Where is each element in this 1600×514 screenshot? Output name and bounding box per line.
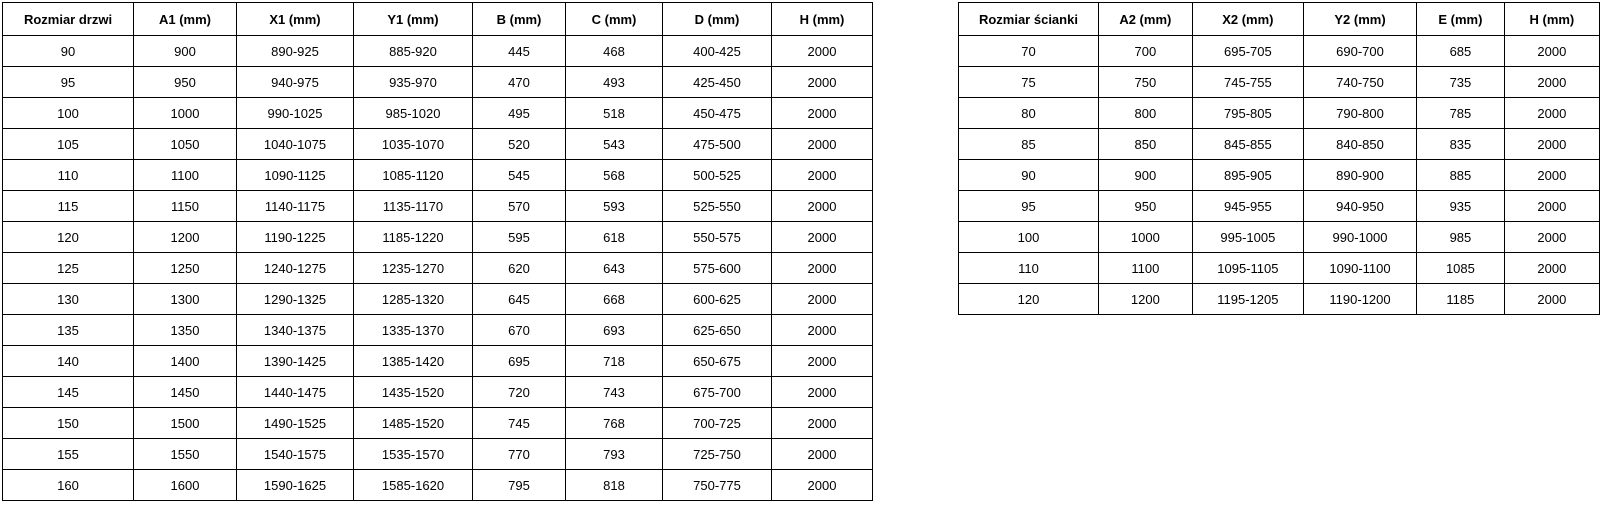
table-cell: 675-700	[663, 377, 772, 408]
doors-dimensions-table	[2, 2, 873, 501]
table-cell: 145	[3, 377, 134, 408]
table-cell: 545	[473, 160, 566, 191]
table-cell: 1440-1475	[237, 377, 354, 408]
table-row	[959, 67, 1600, 98]
table-cell: 90	[3, 36, 134, 67]
table-cell: 1140-1175	[237, 191, 354, 222]
table-cell: 2000	[772, 408, 873, 439]
table-cell: 155	[3, 439, 134, 470]
column-header-d3: Y1 (mm)	[354, 3, 473, 36]
table-cell: 120	[3, 222, 134, 253]
table-cell: 1285-1320	[354, 284, 473, 315]
table-cell: 1085-1120	[354, 160, 473, 191]
table-cell: 2000	[772, 439, 873, 470]
table-cell: 885-920	[354, 36, 473, 67]
table-cell: 470	[473, 67, 566, 98]
table-cell: 1585-1620	[354, 470, 473, 501]
table-cell: 1095-1105	[1192, 253, 1303, 284]
table-cell: 1550	[134, 439, 237, 470]
table-cell: 2000	[772, 129, 873, 160]
table-row	[3, 284, 873, 315]
table-row	[959, 36, 1600, 67]
table-cell: 693	[566, 315, 663, 346]
table-cell: 690-700	[1303, 36, 1416, 67]
table-cell: 595	[473, 222, 566, 253]
table-cell: 475-500	[663, 129, 772, 160]
table-cell: 550-575	[663, 222, 772, 253]
table-cell: 1485-1520	[354, 408, 473, 439]
table-cell: 130	[3, 284, 134, 315]
table-cell: 770	[473, 439, 566, 470]
table-row	[959, 222, 1600, 253]
table-cell: 1195-1205	[1192, 284, 1303, 315]
table-cell: 1450	[134, 377, 237, 408]
table-cell: 695-705	[1192, 36, 1303, 67]
table-cell: 75	[959, 67, 1099, 98]
table-cell: 115	[3, 191, 134, 222]
table-row	[3, 315, 873, 346]
table-row	[3, 222, 873, 253]
table-cell: 1600	[134, 470, 237, 501]
table-cell: 1535-1570	[354, 439, 473, 470]
table-cell: 740-750	[1303, 67, 1416, 98]
table-cell: 745	[473, 408, 566, 439]
column-header-w2: X2 (mm)	[1192, 3, 1303, 36]
walls-dimensions-table-container	[958, 2, 1600, 315]
table-cell: 745-755	[1192, 67, 1303, 98]
table-cell: 2000	[772, 470, 873, 501]
table-cell: 2000	[772, 222, 873, 253]
table-header-row	[959, 3, 1600, 36]
table-cell: 890-900	[1303, 160, 1416, 191]
table-cell: 95	[959, 191, 1099, 222]
table-cell: 468	[566, 36, 663, 67]
table-cell: 850	[1098, 129, 1192, 160]
table-cell: 2000	[1504, 160, 1599, 191]
table-cell: 668	[566, 284, 663, 315]
table-row	[3, 36, 873, 67]
table-row	[3, 160, 873, 191]
column-header-d4: B (mm)	[473, 3, 566, 36]
table-cell: 2000	[772, 253, 873, 284]
table-cell: 125	[3, 253, 134, 284]
table-row	[959, 98, 1600, 129]
table-row	[3, 191, 873, 222]
table-cell: 895-905	[1192, 160, 1303, 191]
table-cell: 1000	[134, 98, 237, 129]
table-cell: 1300	[134, 284, 237, 315]
table-cell: 520	[473, 129, 566, 160]
table-cell: 985	[1417, 222, 1505, 253]
table-row	[3, 67, 873, 98]
table-cell: 885	[1417, 160, 1505, 191]
walls-table-body	[959, 36, 1600, 315]
table-cell: 685	[1417, 36, 1505, 67]
table-cell: 940-950	[1303, 191, 1416, 222]
table-cell: 110	[3, 160, 134, 191]
table-cell: 818	[566, 470, 663, 501]
table-cell: 1085	[1417, 253, 1505, 284]
table-cell: 2000	[1504, 191, 1599, 222]
table-cell: 900	[134, 36, 237, 67]
table-row	[3, 470, 873, 501]
table-cell: 2000	[772, 191, 873, 222]
table-cell: 945-955	[1192, 191, 1303, 222]
column-header-w4: E (mm)	[1417, 3, 1505, 36]
table-cell: 425-450	[663, 67, 772, 98]
table-cell: 2000	[772, 98, 873, 129]
table-cell: 2000	[772, 160, 873, 191]
table-cell: 735	[1417, 67, 1505, 98]
table-cell: 135	[3, 315, 134, 346]
table-cell: 725-750	[663, 439, 772, 470]
table-cell: 140	[3, 346, 134, 377]
table-cell: 940-975	[237, 67, 354, 98]
table-cell: 743	[566, 377, 663, 408]
table-cell: 1290-1325	[237, 284, 354, 315]
table-cell: 750	[1098, 67, 1192, 98]
doors-dimensions-table-container	[2, 2, 873, 501]
table-cell: 900	[1098, 160, 1192, 191]
table-row	[959, 129, 1600, 160]
table-row	[959, 160, 1600, 191]
table-cell: 1150	[134, 191, 237, 222]
table-cell: 1490-1525	[237, 408, 354, 439]
table-cell: 445	[473, 36, 566, 67]
table-cell: 2000	[1504, 67, 1599, 98]
table-cell: 2000	[772, 346, 873, 377]
table-cell: 700-725	[663, 408, 772, 439]
table-cell: 575-600	[663, 253, 772, 284]
table-cell: 645	[473, 284, 566, 315]
table-cell: 100	[959, 222, 1099, 253]
table-row	[3, 253, 873, 284]
table-cell: 1185-1220	[354, 222, 473, 253]
table-cell: 1190-1225	[237, 222, 354, 253]
table-row	[3, 346, 873, 377]
table-cell: 1040-1075	[237, 129, 354, 160]
table-cell: 695	[473, 346, 566, 377]
table-cell: 525-550	[663, 191, 772, 222]
table-cell: 1385-1420	[354, 346, 473, 377]
table-cell: 800	[1098, 98, 1192, 129]
table-cell: 400-425	[663, 36, 772, 67]
table-cell: 570	[473, 191, 566, 222]
doors-table-body	[3, 36, 873, 501]
column-header-w5: H (mm)	[1504, 3, 1599, 36]
table-cell: 1185	[1417, 284, 1505, 315]
table-cell: 1435-1520	[354, 377, 473, 408]
table-cell: 625-650	[663, 315, 772, 346]
table-cell: 600-625	[663, 284, 772, 315]
table-cell: 95	[3, 67, 134, 98]
table-cell: 1090-1100	[1303, 253, 1416, 284]
table-cell: 1000	[1098, 222, 1192, 253]
column-header-w3: Y2 (mm)	[1303, 3, 1416, 36]
table-cell: 110	[959, 253, 1099, 284]
table-cell: 593	[566, 191, 663, 222]
column-header-d7: H (mm)	[772, 3, 873, 36]
column-header-d6: D (mm)	[663, 3, 772, 36]
table-cell: 935	[1417, 191, 1505, 222]
table-cell: 2000	[1504, 36, 1599, 67]
table-header-row	[3, 3, 873, 36]
table-cell: 120	[959, 284, 1099, 315]
table-cell: 2000	[772, 315, 873, 346]
table-cell: 990-1000	[1303, 222, 1416, 253]
table-row	[959, 284, 1600, 315]
table-cell: 1400	[134, 346, 237, 377]
table-cell: 2000	[1504, 284, 1599, 315]
table-cell: 1190-1200	[1303, 284, 1416, 315]
table-cell: 100	[3, 98, 134, 129]
table-cell: 795	[473, 470, 566, 501]
table-cell: 768	[566, 408, 663, 439]
table-cell: 785	[1417, 98, 1505, 129]
table-row	[3, 129, 873, 160]
table-cell: 835	[1417, 129, 1505, 160]
table-cell: 793	[566, 439, 663, 470]
table-cell: 950	[134, 67, 237, 98]
column-header-d5: C (mm)	[566, 3, 663, 36]
table-cell: 1035-1070	[354, 129, 473, 160]
table-cell: 150	[3, 408, 134, 439]
table-cell: 85	[959, 129, 1099, 160]
table-cell: 493	[566, 67, 663, 98]
table-cell: 1250	[134, 253, 237, 284]
table-cell: 495	[473, 98, 566, 129]
table-cell: 70	[959, 36, 1099, 67]
column-header-w0: Rozmiar ścianki	[959, 3, 1099, 36]
table-cell: 670	[473, 315, 566, 346]
table-cell: 543	[566, 129, 663, 160]
table-cell: 1500	[134, 408, 237, 439]
table-cell: 1200	[134, 222, 237, 253]
walls-table-header	[959, 3, 1600, 36]
table-cell: 80	[959, 98, 1099, 129]
table-row	[3, 377, 873, 408]
table-cell: 720	[473, 377, 566, 408]
table-cell: 1540-1575	[237, 439, 354, 470]
table-cell: 845-855	[1192, 129, 1303, 160]
table-cell: 650-675	[663, 346, 772, 377]
table-row	[3, 98, 873, 129]
table-cell: 935-970	[354, 67, 473, 98]
table-cell: 2000	[1504, 129, 1599, 160]
table-cell: 2000	[772, 67, 873, 98]
table-cell: 1335-1370	[354, 315, 473, 346]
column-header-d0: Rozmiar drzwi	[3, 3, 134, 36]
table-cell: 620	[473, 253, 566, 284]
table-row	[959, 253, 1600, 284]
table-cell: 500-525	[663, 160, 772, 191]
table-row	[3, 408, 873, 439]
table-cell: 990-1025	[237, 98, 354, 129]
table-cell: 840-850	[1303, 129, 1416, 160]
table-cell: 890-925	[237, 36, 354, 67]
column-header-d2: X1 (mm)	[237, 3, 354, 36]
table-cell: 90	[959, 160, 1099, 191]
table-cell: 105	[3, 129, 134, 160]
table-cell: 700	[1098, 36, 1192, 67]
table-cell: 1200	[1098, 284, 1192, 315]
table-cell: 795-805	[1192, 98, 1303, 129]
table-cell: 1100	[134, 160, 237, 191]
table-cell: 750-775	[663, 470, 772, 501]
table-cell: 450-475	[663, 98, 772, 129]
table-cell: 643	[566, 253, 663, 284]
table-cell: 1340-1375	[237, 315, 354, 346]
table-cell: 160	[3, 470, 134, 501]
walls-dimensions-table	[958, 2, 1600, 315]
table-cell: 1350	[134, 315, 237, 346]
table-cell: 568	[566, 160, 663, 191]
table-cell: 1090-1125	[237, 160, 354, 191]
table-cell: 950	[1098, 191, 1192, 222]
table-cell: 2000	[1504, 98, 1599, 129]
table-cell: 2000	[772, 284, 873, 315]
table-cell: 618	[566, 222, 663, 253]
table-cell: 1100	[1098, 253, 1192, 284]
table-cell: 1240-1275	[237, 253, 354, 284]
table-cell: 2000	[772, 36, 873, 67]
table-cell: 1590-1625	[237, 470, 354, 501]
table-row	[3, 439, 873, 470]
table-cell: 718	[566, 346, 663, 377]
column-header-d1: A1 (mm)	[134, 3, 237, 36]
table-cell: 1050	[134, 129, 237, 160]
table-cell: 1390-1425	[237, 346, 354, 377]
table-cell: 985-1020	[354, 98, 473, 129]
table-row	[959, 191, 1600, 222]
column-header-w1: A2 (mm)	[1098, 3, 1192, 36]
table-cell: 1235-1270	[354, 253, 473, 284]
table-cell: 518	[566, 98, 663, 129]
table-cell: 790-800	[1303, 98, 1416, 129]
table-cell: 2000	[772, 377, 873, 408]
doors-table-header	[3, 3, 873, 36]
table-cell: 995-1005	[1192, 222, 1303, 253]
table-cell: 2000	[1504, 253, 1599, 284]
table-cell: 1135-1170	[354, 191, 473, 222]
table-cell: 2000	[1504, 222, 1599, 253]
